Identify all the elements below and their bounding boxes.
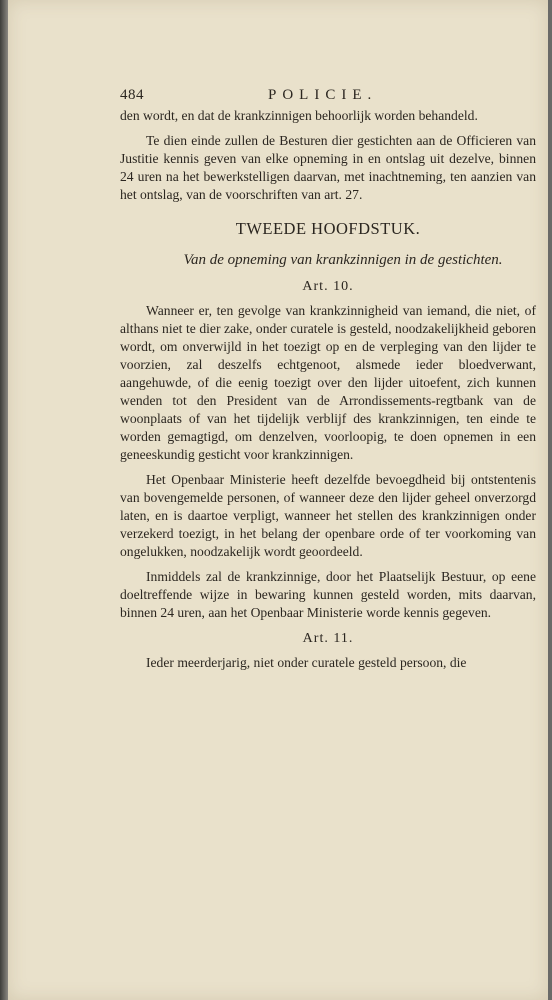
- article-heading: Art. 11.: [302, 631, 354, 646]
- paragraph: Te dien einde zullen de Besturen dier gestichten aan de Officieren van Justitie kennis geven van elke opneming in en ontslag uit dezelve, binnen 24 uren na het bewerkstelligen daarvan, met inachtneming, ten aanzien van het ontslag, van de voorschriften van art. 27.: [120, 133, 536, 202]
- paragraph: Het Openbaar Ministerie heeft dezelfde bevoegdheid bij ontstentenis van bovengemelde personen, of wanneer deze den lijder geheel onverzorgd laten, en is daartoe verpligt, wanneer het stellen des krankzinnigen onder verzekerd toezigt, in het belang der openbare orde of ter voorkoming van ongelukken, noodzakelijk wordt geoordeeld.: [120, 472, 536, 559]
- chapter-subtitle: Van de opneming van krankzinnigen in de gestichten.: [183, 252, 503, 268]
- paragraph: Ieder meerderjarig, niet onder curatele gesteld persoon, die: [146, 655, 467, 670]
- page-number: 484: [120, 87, 144, 103]
- running-title: POLICIE.: [268, 87, 378, 103]
- paragraph: Inmiddels zal de krankzinnige, door het Plaatselijk Bestuur, op eene doeltreffende wijze in bewaring kunnen gesteld worden, mits daarvan, binnen 24 uren, aan het Openbaar Ministerie worde kennis gegeven.: [120, 569, 536, 620]
- article-heading: Art. 10.: [302, 279, 354, 294]
- page-text-block: [120, 84, 536, 679]
- page-header: [120, 84, 536, 106]
- book-binding-edge: [0, 0, 8, 1000]
- paragraph: Wanneer er, ten gevolge van krankzinnigheid van iemand, die niet, of althans niet te dier zake, onder curatele is gesteld, noodzakelijkheid geboren wordt, om onverwijld in het toezigt op en de verpleging van den lijder te voorzien, zal deszelfs echtgenoot, alsmede ieder bloedverwant, aangehuwde, of die eenig toezigt over den lijder uitoefent, zich kunnen wenden tot den President van de Arrondissements-regtbank van de woonplaats of van het tijdelijk verblijf des krankzinnigen, ten einde te worden gemagtigd, om denzelven, voorloopig, te doen opnemen in een geneeskundig gesticht voor krankzinnigen.: [120, 303, 536, 462]
- book-page: [8, 0, 548, 1000]
- chapter-title: TWEEDE HOOFDSTUK.: [235, 219, 421, 238]
- paragraph-continuation: den wordt, en dat de krankzinnigen behoorlijk worden behandeld.: [120, 108, 478, 123]
